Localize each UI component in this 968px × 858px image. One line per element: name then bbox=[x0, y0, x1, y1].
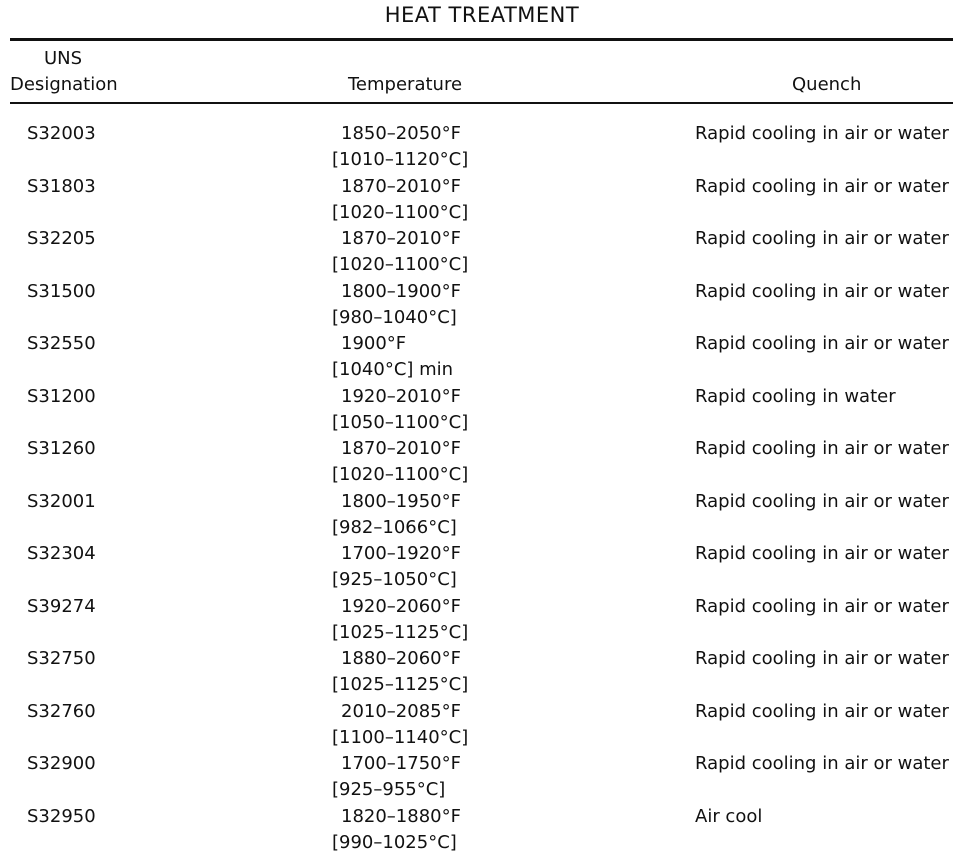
table-row bbox=[0, 804, 968, 857]
uns-cell: S32003 bbox=[27, 123, 96, 144]
temperature-c: [1050–1100°C] bbox=[332, 411, 469, 433]
quench-cell: Rapid cooling in water bbox=[695, 385, 896, 407]
table-row bbox=[0, 751, 968, 804]
temperature-f: 1880–2060°F bbox=[341, 648, 461, 669]
table-row bbox=[0, 384, 968, 437]
temperature-c: [1020–1100°C] bbox=[332, 201, 469, 223]
temperature-c: [1100–1140°C] bbox=[332, 726, 469, 748]
temperature-f: 1920–2010°F bbox=[341, 385, 461, 407]
temperature-c: [982–1066°C] bbox=[332, 516, 457, 538]
header-quench: Quench bbox=[792, 74, 862, 95]
header-uns-line1: UNS bbox=[44, 48, 83, 69]
quench-cell: Rapid cooling in air or water bbox=[695, 175, 949, 197]
temperature-f: 2010–2085°F bbox=[341, 700, 461, 722]
temperature-f: 1820–1880°F bbox=[341, 805, 461, 827]
uns-cell: S32950 bbox=[27, 805, 96, 827]
header-rule bbox=[10, 102, 953, 104]
table-row bbox=[0, 279, 968, 332]
temperature-c: [1020–1100°C] bbox=[332, 254, 469, 275]
uns-cell: S32900 bbox=[27, 753, 96, 774]
table-row bbox=[0, 489, 968, 542]
temperature-cell bbox=[332, 226, 468, 278]
temperature-c: [1010–1120°C] bbox=[332, 149, 469, 170]
temperature-cell bbox=[332, 489, 461, 541]
temperature-f: 1870–2010°F bbox=[341, 438, 461, 459]
table-title: HEAT TREATMENT bbox=[384, 3, 580, 27]
quench-cell: Rapid cooling in air or water bbox=[695, 123, 949, 144]
table-body bbox=[0, 121, 968, 856]
temperature-f: 1800–1900°F bbox=[341, 280, 461, 302]
temperature-cell bbox=[332, 594, 468, 646]
table-row bbox=[0, 226, 968, 279]
quench-cell: Rapid cooling in air or water bbox=[695, 333, 949, 354]
temperature-cell bbox=[332, 331, 453, 383]
header-uns-line2: Designation bbox=[10, 74, 118, 95]
uns-cell: S32760 bbox=[27, 700, 96, 722]
table-row bbox=[0, 121, 968, 174]
temperature-cell bbox=[332, 121, 468, 173]
quench-cell: Rapid cooling in air or water bbox=[695, 228, 949, 249]
temperature-f: 1920–2060°F bbox=[341, 595, 461, 617]
table-row bbox=[0, 331, 968, 384]
uns-cell: S32205 bbox=[27, 228, 96, 249]
table-row bbox=[0, 594, 968, 647]
quench-cell: Rapid cooling in air or water bbox=[695, 543, 949, 564]
quench-cell: Rapid cooling in air or water bbox=[695, 648, 949, 669]
temperature-cell bbox=[332, 541, 461, 593]
table-row bbox=[0, 699, 968, 752]
quench-cell: Rapid cooling in air or water bbox=[695, 490, 949, 512]
temperature-c: [1040°C] min bbox=[332, 359, 454, 380]
temperature-c: [1025–1125°C] bbox=[332, 621, 469, 643]
uns-cell: S31200 bbox=[27, 385, 96, 407]
uns-cell: S32304 bbox=[27, 543, 96, 564]
uns-cell: S32750 bbox=[27, 648, 96, 669]
temperature-f: 1900°F bbox=[341, 333, 407, 354]
temperature-c: [925–955°C] bbox=[332, 779, 446, 800]
uns-cell: S31803 bbox=[27, 175, 96, 197]
quench-cell: Air cool bbox=[695, 805, 763, 827]
temperature-cell bbox=[332, 279, 461, 331]
temperature-f: 1800–1950°F bbox=[341, 490, 461, 512]
temperature-cell bbox=[332, 699, 468, 751]
temperature-cell bbox=[332, 751, 461, 803]
temperature-cell bbox=[332, 384, 468, 436]
header-temperature: Temperature bbox=[348, 74, 463, 95]
temperature-cell bbox=[332, 436, 468, 488]
temperature-f: 1870–2010°F bbox=[341, 175, 461, 197]
top-rule bbox=[10, 38, 953, 41]
temperature-c: [990–1025°C] bbox=[332, 831, 457, 853]
temperature-c: [980–1040°C] bbox=[332, 306, 457, 328]
temperature-f: 1850–2050°F bbox=[341, 123, 461, 144]
temperature-f: 1700–1920°F bbox=[341, 543, 461, 564]
table-row bbox=[0, 541, 968, 594]
temperature-cell bbox=[332, 804, 461, 856]
temperature-c: [1020–1100°C] bbox=[332, 464, 469, 485]
quench-cell: Rapid cooling in air or water bbox=[695, 438, 949, 459]
temperature-f: 1700–1750°F bbox=[341, 753, 461, 774]
uns-cell: S39274 bbox=[27, 595, 96, 617]
table-row bbox=[0, 646, 968, 699]
uns-cell: S32001 bbox=[27, 490, 96, 512]
uns-cell: S32550 bbox=[27, 333, 96, 354]
temperature-f: 1870–2010°F bbox=[341, 228, 461, 249]
quench-cell: Rapid cooling in air or water bbox=[695, 595, 949, 617]
table-row bbox=[0, 174, 968, 227]
table-row bbox=[0, 436, 968, 489]
temperature-cell bbox=[332, 174, 468, 226]
uns-cell: S31260 bbox=[27, 438, 96, 459]
quench-cell: Rapid cooling in air or water bbox=[695, 753, 949, 774]
quench-cell: Rapid cooling in air or water bbox=[695, 700, 949, 722]
quench-cell: Rapid cooling in air or water bbox=[695, 280, 949, 302]
uns-cell: S31500 bbox=[27, 280, 96, 302]
temperature-c: [1025–1125°C] bbox=[332, 674, 469, 695]
temperature-c: [925–1050°C] bbox=[332, 569, 457, 590]
temperature-cell bbox=[332, 646, 468, 698]
